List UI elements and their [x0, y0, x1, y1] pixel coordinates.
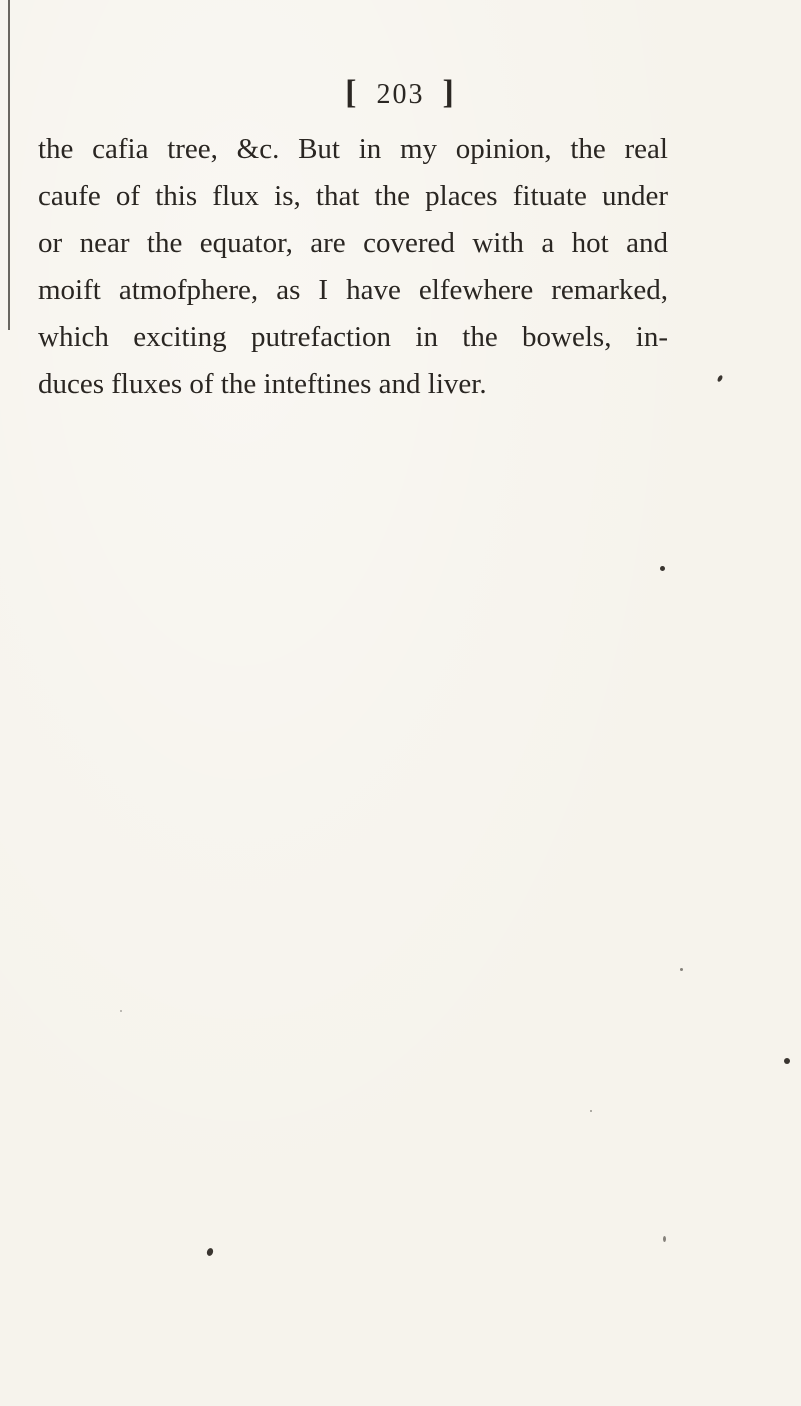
page-number-value: 203 — [376, 79, 425, 110]
body-text — [38, 126, 668, 408]
paper-speck — [663, 1236, 666, 1242]
paper-speck — [717, 374, 724, 382]
page-number-open-bracket: [ — [345, 74, 359, 111]
page-number-close-bracket: ] — [442, 74, 456, 111]
page-number — [0, 74, 801, 112]
paper-speck — [120, 1010, 122, 1012]
text-line-2: caufe of this flux is, that the places fituate under — [38, 180, 668, 212]
page-edge-shadow — [0, 0, 10, 330]
paper-speck — [784, 1058, 790, 1064]
text-line-6: duces fluxes of the inteftines and liver. — [38, 368, 487, 400]
text-line-3: or near the equator, are covered with a hot and — [38, 227, 668, 259]
text-line-1: the cafia tree, &c. But in my opinion, the real — [38, 133, 668, 165]
paper-speck — [590, 1110, 592, 1112]
paper-speck — [680, 968, 683, 971]
text-line-5: which exciting putrefaction in the bowels, in- — [38, 321, 668, 353]
paper-speck — [660, 566, 665, 571]
paper-speck — [206, 1247, 214, 1257]
text-line-4: moift atmofphere, as I have elfewhere remarked, — [38, 274, 668, 306]
